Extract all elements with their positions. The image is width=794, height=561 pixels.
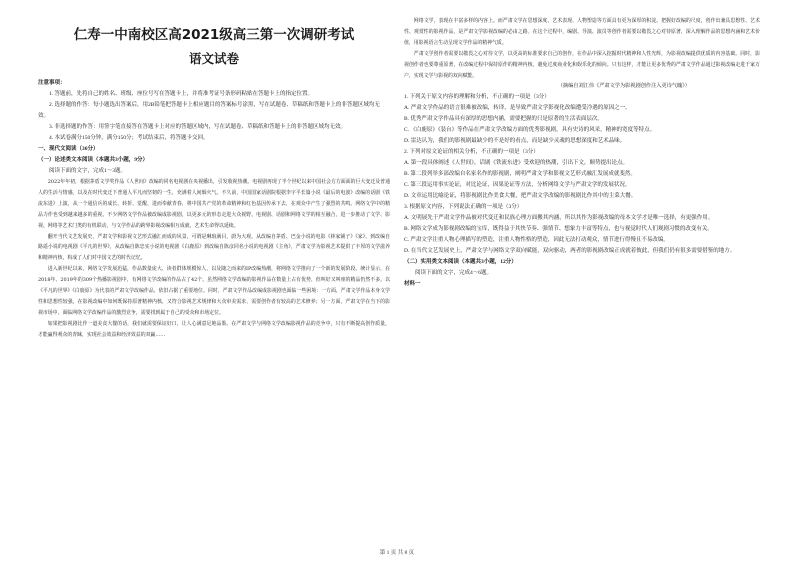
notice-item: 3. 非选择题的作答：用签字笔直接答在答题卡上对应的答题区域内，写在试题卷、草稿纸和答题卡上的非答题区域均无效。: [49, 124, 347, 130]
exam-title: 仁寿一中南校区高2021级高三第一次调研考试: [73, 27, 355, 43]
article-paragraph: 2022年年初，根据茅盾文学奖作品《人世间》改编的同名电视剧在央视播出，引发收视热潮。电视剧再现了半个世纪以来中国社会方方面面的巨大变迁及普通人的生活与情感，以及在时代变迁下普通人平凡而坚韧的一生，充满着人间烟火气。不久前，中国国家话剧院根据李宇平长篇小说《最后的电波》改编的话剧《铁流东进》上演，从一个通信兵的成长、转折、觉醒，进而奉献青春，将中国共产党的革命精神和红色基因传承下去，在观众中产生了强烈的共鸣。网络文学中的精品力作也受到越来越多的重视，不少网络文学作品被改编成影视剧，以更多元的形态走进大众视野。电视剧、话剧和网络文学的相互融合，进一步推动了文学、影视、网络等艺术门类的有机联动，与文学作品的跨界影视改编相互成就，艺术生命得以延续。: [38, 179, 390, 229]
question-3: 3. 根据原文内容，下列说法正确的一项是（3分）: [404, 204, 523, 211]
material-label: 材料一: [404, 281, 421, 288]
right-column: [404, 16, 760, 290]
article-paragraph: 进入新世纪以来，网络文学发展迅猛，作品数量庞大、读者群体规模惊人，以及随之而来的IP改编热潮，将网络文学推向了一个新的发展阶段。统计显示，在2018年、2019年的309个热播影视剧中，有网络文学改编的作品占了42个。虽然网络文学改编的影视作品在数量上占有优势，但叫好又叫座的精品仍然不多。以《平凡的世界》《白鹿原》为代表的严肃文学改编作品，依旧占据了重要地位。同时，严肃文学作品改编成影视剧也面临一些困境：一方面，严肃文学作品本身文学性和思想性较强，在影视改编中如何既保持原著精神内核，又符合影视艺术规律和大众审美需求，需要创作者有较高的艺术修养；另一方面，严肃文学在当下的影视市场中，面临网络文学改编作品的激烈竞争，需要找到属于自己的受众和市场定位。: [38, 266, 390, 316]
subsection-heading: （二）实用类文本阅读（本题共3小题，12分）: [404, 259, 517, 266]
article-source: （摘编自刘江伟《严肃文学为影视剧创作注入更诗气魄》）: [557, 83, 690, 90]
subsection-heading: （一）论述类文本阅读（本题共3小题，9分）: [38, 157, 149, 163]
question-3-option-b: B. 网络文学成为影视剧改编的宝库，既得益于其快节奏、强情节、想象力丰富等特点，也与视觉时代人们观剧习惯的改变有关。: [404, 226, 713, 233]
instruction: 阅读下面的文字，完成1～3题。: [49, 168, 127, 174]
notice-item: 4. 本试卷满分150分钟，满分150分；考试结束后，将答题卡交回。: [49, 135, 209, 141]
question-1: 1. 下列关于原文内容的理解和分析，不正确的一项是（3分）: [404, 94, 550, 101]
notice-item: 1. 答题前，先将自己的姓名、班级、座位号写在答题卡上，并将准考证号条形码粘贴在答题卡上的指定位置。: [49, 91, 314, 97]
question-3-option-c: C. 严肃文学注重人物心理描写的塑造，注重人物性格的塑造，因此无法打动观众，情节进行得慢且不易改编。: [404, 237, 669, 244]
exam-subtitle: 语文试卷: [188, 51, 239, 66]
question-3-option-a: A. 文明展先于严肃文学作品被对代变迁和民族心理方面搬其内涵，所以其作为影视改编的母本文学才是唯一选择，有更强作用。: [404, 215, 714, 222]
notice-heading: 注意事项：: [38, 80, 66, 86]
question-1-option-a: A. 严肃文学作品的语言很难被改编，转译，是导致严肃文学影视化改编遭受冷遇的原因之一。: [404, 105, 631, 112]
left-column: [38, 16, 390, 341]
question-2-option-b: B. 第二段列举多部改编自名家名作的影视剧，阐明严肃文学和影视文艺形式融汇发展成就斐然。: [404, 171, 636, 178]
question-2: 2. 下列对原文论证的相关分析，不正确的一项是（3分）: [404, 149, 539, 156]
question-1-option-c: C. 《白鹿原》《装台》等作品在严肃文学改编方面的优秀影视剧，具有史诗的风采，精神的宽度等特点。: [404, 127, 656, 134]
notice-item: 2. 选择题的作答：每小题选出答案后，用2B铅笔把答题卡上相应题目的答案标号涂黑，写在试题卷、草稿纸和答题卡上的非答题区域均无效。: [38, 102, 380, 119]
question-1-option-b: B. 优秀严肃文学作品具有深厚的思想内涵，需要把握的只是原著的生活表面层次。: [404, 116, 603, 123]
question-2-option-c: C. 第三段运用事实论证，对比论证，因果论证等方法，分析网络文学与严肃文学的发展状况。: [404, 182, 631, 189]
question-2-option-a: A. 第一段具体阐述《人世间》，话剧《铁流东进》受欢迎的热潮，引出下文，顺势提出论点。: [404, 160, 628, 167]
question-3-option-d: D. 在当代文艺发展史上，严肃文学与网络文学双向赋能，双向驱动，两者的影视剧改编正成就着彼此，但我们仍有很多需要借鉴的地方。: [404, 248, 736, 255]
article-paragraph: 网络文学，表现在丰富多样的内容上。而严肃文学在思想深度、艺术表现、人物塑造等方面具有更为深厚的积淀。把握好改编的尺度，创作出兼具思想性、艺术性、观赏性的影视作品，是严肃文学影视改编的必由之路。在这个过程中，编剧、导演、演员等创作者需要以敬畏之心对待原著，深入理解作品的思想内涵和艺术价值，用影视语言生动呈现文学作品的精神气质。: [404, 18, 760, 46]
instruction: 阅读下面的文字，完成4～6题。: [415, 270, 493, 277]
page-footer: 第 1 页 共 8 页: [379, 550, 415, 556]
question-2-option-d: D. 文章运用比喻论证，将影视剧比作美食大餐，把严肃文学改编的影视剧比作其中的主菜大餐。: [404, 193, 637, 200]
question-1-option-d: D. 雷达认为，我们的影视剧最缺少的不是好的看点，而是缺少灵魂的思想深度和艺术品味。: [404, 138, 626, 145]
section-heading: 一、现代文阅读（36分）: [38, 146, 99, 152]
article-paragraph: 严肃文学创作者需要以敬畏之心对待文学，以更高的标准要求自己的创作，在作品中深入挖掘时代精神和人性光辉，为影视改编提供优质的内容基础。同时，影视创作者也要尊重原著，在改编过程中保持原作的精神内核，避免过度商业化和娱乐化的倾向。只有这样，才能让更多优秀的严肃文学作品通过影视改编走进千家万户，实现文学与影视的双向赋能。: [404, 50, 760, 79]
article-paragraph: 翻开当代文艺发展史，严肃文学和影视文艺形式融汇而成的风景，可谓是琳琅满目，蔚为大观。从改编自茅盾、巴金小说的电影《林家铺子》《家》，到改编自路遥小说的电视剧《平凡的世界》，从改编自陈忠实小说的电视剧《白鹿原》到改编自陈彦同名小说的电视剧《主角》，严肃文学为影视艺术提供了丰厚的文学滋养和精神内核，构成了人们对中国文艺的时代记忆。: [38, 233, 390, 262]
article-paragraph: 如果把影视剧比作一道美食大餐的话，我们就需要保证好口，让人心满意足地品鉴。在严肃文学与网络文学改编影视作品的竞争中，只有不断提高创作质量，才能赢得观众的青睐，实现社会效益和经济效益的双赢……: [38, 320, 390, 338]
